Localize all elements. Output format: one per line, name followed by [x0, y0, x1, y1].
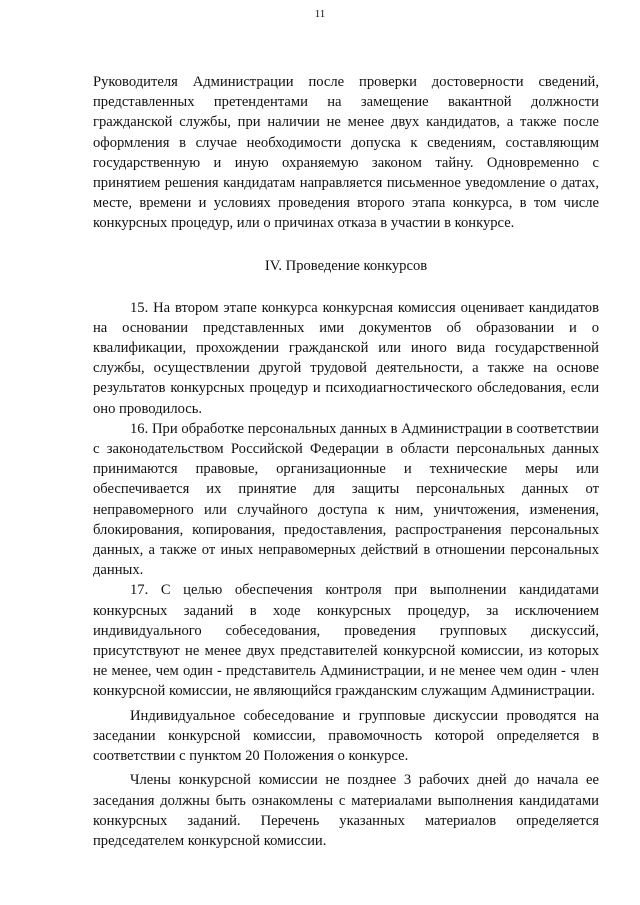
paragraph-17: 17. С целью обеспечения контроля при выполнении кандидатами конкурсных заданий в ходе конкурсных процедур, за исключением индивидуального собеседования, проведения групповых дискуссий, присутствуют не менее двух представителей конкурсной комиссии, из которых не менее, чем один - представитель Администрации, и не менее чем один - член конкурсной комиссии, не являющийся гражданским служащим Администрации.: [93, 582, 599, 700]
document-body: [93, 72, 599, 851]
page-number: 11: [314, 8, 326, 20]
intro-paragraph: Руководителя Администрации после проверки достоверности сведений, представленных претендентами на замещение вакантной должности гражданской службы, при наличии не менее двух кандидатов, а также после оформления в случае необходимости допуска к сведениям, составляющим государственную и иную охраняемую законом тайну. Одновременно с принятием решения кандидатам направляется письменное уведомление о датах, месте, времени и условиях проведения второго этапа конкурса, в том числе конкурсных процедур, или о причинах отказа в участии в конкурсе.: [93, 74, 599, 232]
section-heading: IV. Проведение конкурсов: [264, 257, 428, 274]
paragraph-17-members: Члены конкурсной комиссии не позднее 3 рабочих дней до начала ее заседания должны быть ознакомлены с материалами выполнения кандидатами конкурсных заданий. Перечень указанных материалов определяется председателем конкурсной комиссии.: [93, 772, 599, 849]
paragraph-15: 15. На втором этапе конкурса конкурсная комиссия оценивает кандидатов на основании представленных ими документов об образовании и о квалификации, прохождении гражданской или иного вида государственной службы, осуществлении другой трудовой деятельности, а также на основе результатов конкурсных процедур и психодиагностического обследования, если оно проводилось.: [93, 299, 599, 417]
paragraph-17-interview: Индивидуальное собеседование и групповые дискуссии проводятся на заседании конкурсной комиссии, правомочность которой определяется в соответствии с пунктом 20 Положения о конкурсе.: [93, 707, 599, 765]
paragraph-16: 16. При обработке персональных данных в Администрации в соответствии с законодательством Российской Федерации в области персональных данных принимаются правовые, организационные и технические меры или обеспечивается их принятие для защиты персональных данных от неправомерного или случайного доступа к ним, уничтожения, изменения, блокирования, копирования, предоставления, распространения персональных данных, а также от иных неправомерных действий в отношении персональных данных.: [93, 420, 599, 579]
